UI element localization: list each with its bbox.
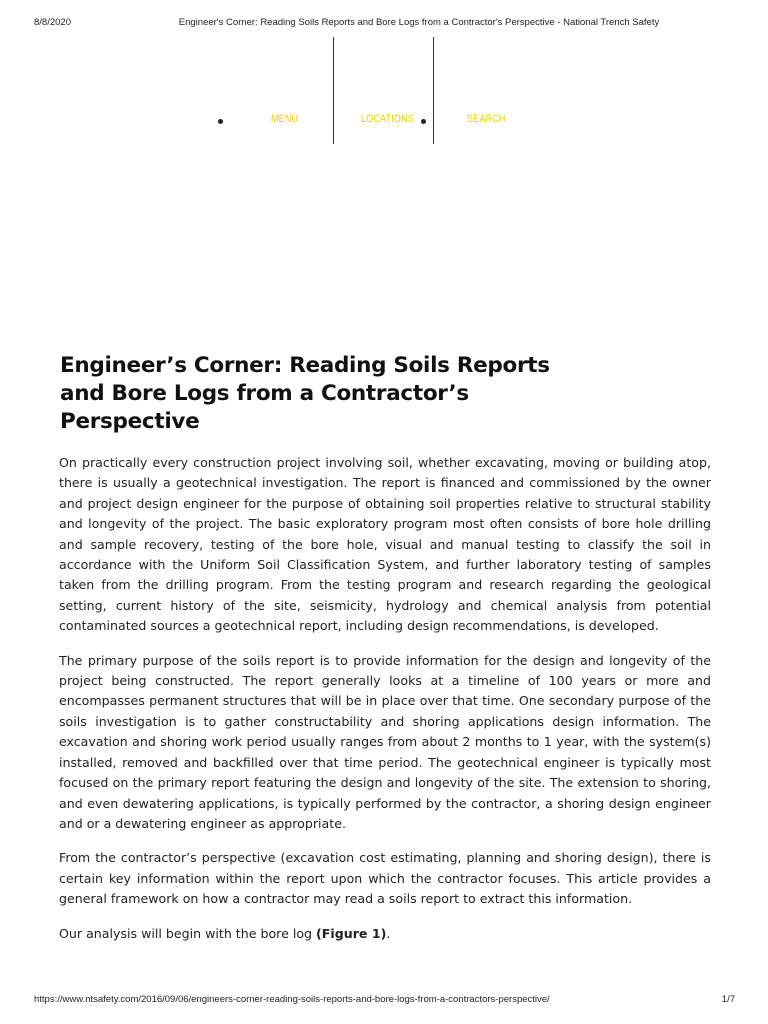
article-body bbox=[59, 453, 711, 958]
nav-locations-link[interactable]: LOCATIONS bbox=[361, 113, 414, 125]
paragraph: From the contractor’s perspective (excavation cost estimating, planning and shoring design), there is certain key information within the report upon which the contractor focuses. This article provides a general framework on how a contractor may read a soils report to extract this information. bbox=[59, 850, 711, 907]
nav-divider bbox=[333, 37, 334, 144]
article-title: Engineer’s Corner: Reading Soils Reports and Bore Logs from a Contractor’s Perspective bbox=[60, 353, 550, 434]
paragraph: On practically every construction project involving soil, whether excavating, moving or building atop, there is usually a geotechnical investigation. The report is financed and commissioned by the owner and project design engineer for the purpose of obtaining soil properties relative to structural stability and longevity of the project. The basic exploratory program most often consists of bore hole drilling and sample recovery, testing of the bore hole, visual and manual testing to classify the soil in accordance with the Uniform Soil Classification System, and further laboratory testing of samples taken from the drilling program. From the testing program and research regarding the geological setting, current history of the site, seismicity, hydrology and chemical analysis from potential contaminated sources a geotechnical report, including design recommendations, is developed. bbox=[59, 455, 711, 634]
page-number: 1/7 bbox=[721, 994, 735, 1005]
print-date: 8/8/2020 bbox=[34, 17, 71, 28]
print-footer bbox=[0, 994, 768, 1008]
paragraph-text: Our analysis will begin with the bore log bbox=[59, 925, 317, 941]
print-url: https://www.ntsafety.com/2016/09/06/engineers-corner-reading-soils-reports-and-bore-logs-from-a-contractors-perspective/ bbox=[34, 994, 550, 1005]
figure-reference: (Figure 1) bbox=[316, 925, 387, 941]
nav-menu-link[interactable]: MENU bbox=[271, 113, 299, 125]
print-header bbox=[0, 17, 768, 31]
nav-divider bbox=[433, 37, 434, 144]
bullet-icon bbox=[421, 119, 426, 124]
print-title: Engineer's Corner: Reading Soils Reports and Bore Logs from a Contractor's Perspective - National Trench Safety bbox=[178, 17, 660, 28]
site-nav bbox=[0, 37, 768, 145]
nav-search-link[interactable]: SEARCH bbox=[467, 113, 506, 125]
bullet-icon bbox=[218, 119, 223, 124]
paragraph-suffix: . bbox=[386, 925, 391, 941]
paragraph bbox=[59, 924, 711, 944]
paragraph: The primary purpose of the soils report is to provide information for the design and longevity of the project being constructed. The report generally looks at a timeline of 100 years or more and encompasses permanent structures that will be in place over that time. One secondary purpose of the soils investigation is to gather constructability and shoring applications design information. The excavation and shoring work period usually ranges from about 2 months to 1 year, with the system(s) installed, removed and backfilled over that time period. The geotechnical engineer is typically most focused on the primary report featuring the design and longevity of the site. The extension to shoring, and even dewatering applications, is typically performed by the contractor, a shoring design engineer and or a dewatering engineer as appropriate. bbox=[59, 652, 711, 831]
